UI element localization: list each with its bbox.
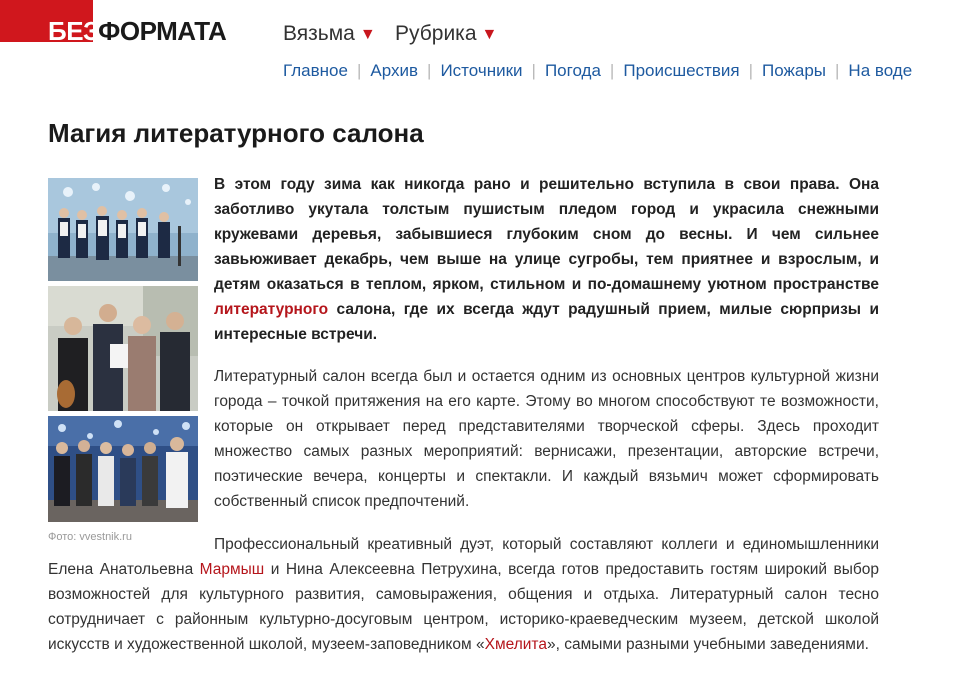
logo-text bbox=[48, 16, 226, 46]
nav-separator: | bbox=[748, 61, 754, 80]
nav-separator: | bbox=[609, 61, 615, 80]
nav-link-incidents[interactable]: Происшествия bbox=[623, 61, 740, 80]
para3-text-1: Профессиональный креативный дуэт, который составляют коллеги и единомышленники Елена Анатольевна bbox=[48, 536, 879, 578]
site-logo[interactable] bbox=[0, 0, 240, 50]
link-khmelita[interactable]: Хмелита bbox=[484, 636, 547, 653]
lead-text-2: салона, где их всегда ждут радушный прием, милые сюрпризы и интересные встречи. bbox=[214, 301, 879, 343]
caret-down-icon: ▼ bbox=[359, 26, 376, 43]
para3-text-3: », самыми разными учебными заведениями. bbox=[546, 636, 869, 653]
city-dropdown[interactable] bbox=[283, 20, 376, 49]
category-nav bbox=[283, 60, 912, 82]
logo-part-bez: БЕЗ bbox=[48, 16, 99, 46]
rubric-dropdown-label: Рубрика bbox=[395, 22, 477, 45]
nav-separator: | bbox=[835, 61, 840, 80]
article-paragraph-3 bbox=[48, 532, 879, 657]
nav-link-main[interactable]: Главное bbox=[283, 61, 348, 80]
nav-link-sources[interactable]: Источники bbox=[440, 61, 523, 80]
nav-link-on-water[interactable]: На воде bbox=[848, 61, 913, 80]
link-marmysh[interactable]: Мармыш bbox=[199, 561, 265, 578]
rubric-dropdown[interactable] bbox=[395, 20, 497, 49]
nav-separator: | bbox=[531, 61, 536, 80]
article-title: Магия литературного салона bbox=[48, 118, 424, 148]
photo-float-spacer bbox=[48, 172, 214, 532]
photo-credit-label: Фото: bbox=[48, 531, 77, 543]
nav-separator: | bbox=[427, 61, 432, 80]
para3-text-2: и Нина Алексеевна Петрухина, всегда готов предоставить гостям широкий выбор возможностей для культурного развития, самовыражения, общения и отдыха. Литературный салон тесно сотрудничает с районным культурно-досуговым центром, историко-краеведческим музеем, детской школой искусств и художественной школой, музеем-заповедником « bbox=[48, 561, 879, 653]
nav-link-archive[interactable]: Архив bbox=[370, 61, 419, 80]
article-paragraph-2: Литературный салон всегда был и остается одним из основных центров культурной жизни города – точкой притяжения на его карте. Этому во многом способствуют те возможности, которые он открывает перед представителями творческой сферы. Здесь проходит множество самых разных мероприятий: вернисажи, презентации, авторские встречи, поэтические вечера, концерты и спектакли. И каждый вязьмич может сформировать собственный список предпочтений. bbox=[214, 368, 879, 510]
nav-separator: | bbox=[356, 61, 362, 80]
logo-part-formata: ФОРМАТА bbox=[98, 16, 227, 46]
caret-down-icon: ▼ bbox=[481, 26, 498, 43]
link-literary[interactable]: литературного bbox=[214, 301, 329, 318]
nav-link-fires[interactable]: Пожары bbox=[762, 61, 826, 80]
lead-text-1: В этом году зима как никогда рано и решительно вступила в свои права. Она заботливо укутала толстым пушистым пледом город и украсила снежными кружевами деревья, забывшиеся глубоким сном до весны. И чем сильнее завьюживает декабрь, чем выше на улице сугробы, тем приятнее и взрослым, и детям оказаться в теплом, ярком, стильном и по-домашнему уютном пространстве bbox=[214, 176, 879, 293]
city-dropdown-label: Вязьма bbox=[283, 22, 355, 45]
nav-link-weather[interactable]: Погода bbox=[544, 61, 601, 80]
photo-credit-source[interactable]: vvestnik.ru bbox=[79, 531, 132, 543]
article-body bbox=[48, 172, 879, 674]
